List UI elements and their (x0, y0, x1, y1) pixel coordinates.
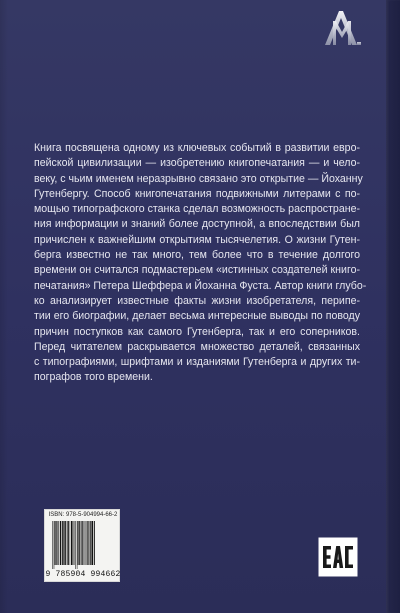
description-line: ния информации и знаний более доступной, а впоследствии был (34, 218, 360, 231)
barcode-bar (65, 521, 66, 565)
description-line: с типографиями, шрифтами и изданиями Гутенберга и других ти- (34, 356, 360, 369)
barcode-bar (84, 521, 85, 565)
barcode-bar (75, 521, 76, 569)
barcode-bar (62, 521, 63, 565)
description-line: пографов того времени. (34, 371, 153, 384)
barcode-bar (55, 521, 56, 565)
barcode-bar (68, 521, 69, 565)
publisher-monogram-icon (322, 8, 364, 48)
barcode-bar (63, 521, 64, 565)
barcode-bar (73, 521, 74, 565)
barcode-bar (54, 521, 55, 569)
cover-edge (386, 0, 400, 613)
description-line: веку, с чьим именем неразрывно связано это открытие — Йоханну (34, 172, 363, 185)
description-line: Книга посвящена одному из ключевых событий в развитии евро- (34, 142, 360, 154)
description-line: печатания» Петера Шеффера и Йоханна Фуста. Автор книги глубо- (34, 279, 367, 292)
barcode-number: 9 785904 994662 (45, 570, 121, 579)
barcode-bar (60, 521, 61, 565)
barcode-bar (81, 521, 82, 565)
barcode-bars (51, 521, 115, 569)
barcode-bar (92, 521, 93, 565)
description-line: причислен к важнейшим открытиям тысячелетия. О жизни Гутен- (34, 233, 360, 246)
eac-mark-icon (318, 537, 358, 577)
barcode-bar (79, 521, 80, 565)
description-line: времени он считался подмастерьем «истинных создателей книго- (34, 264, 360, 277)
barcode-bar (94, 521, 95, 565)
description-line: берга известно не так много, тем более что в течение долгого (34, 249, 360, 262)
isbn-barcode-label (44, 509, 120, 582)
description-line: мощью типографского станка сделал возможность распростране- (34, 203, 360, 216)
description-line: тии его биографии, делает весьма интересные выводы по поводу (34, 310, 360, 323)
isbn-text: ISBN: 978-5-904994-66-2 (48, 512, 118, 518)
barcode-bar (52, 521, 53, 569)
description-line: причин поступков как самого Гутенберга, так и его соперников. (34, 325, 360, 338)
book-description (34, 141, 367, 386)
barcode-bar (77, 521, 78, 569)
barcode-bar (71, 521, 72, 565)
barcode-bar (87, 521, 88, 565)
description-line: ко анализирует известные факты жизни изобретателя, перипе- (34, 294, 360, 307)
description-line: Гутенбергу. Способ книгопечатания подвижными литерами с по- (34, 187, 360, 200)
barcode-bar (90, 521, 91, 565)
description-line: Перед читателем раскрывается множество деталей, связанных (34, 340, 360, 353)
barcode-bar (57, 521, 58, 565)
description-line: пейской цивилизации — изобретению книгопечатания — и чело- (34, 157, 360, 170)
